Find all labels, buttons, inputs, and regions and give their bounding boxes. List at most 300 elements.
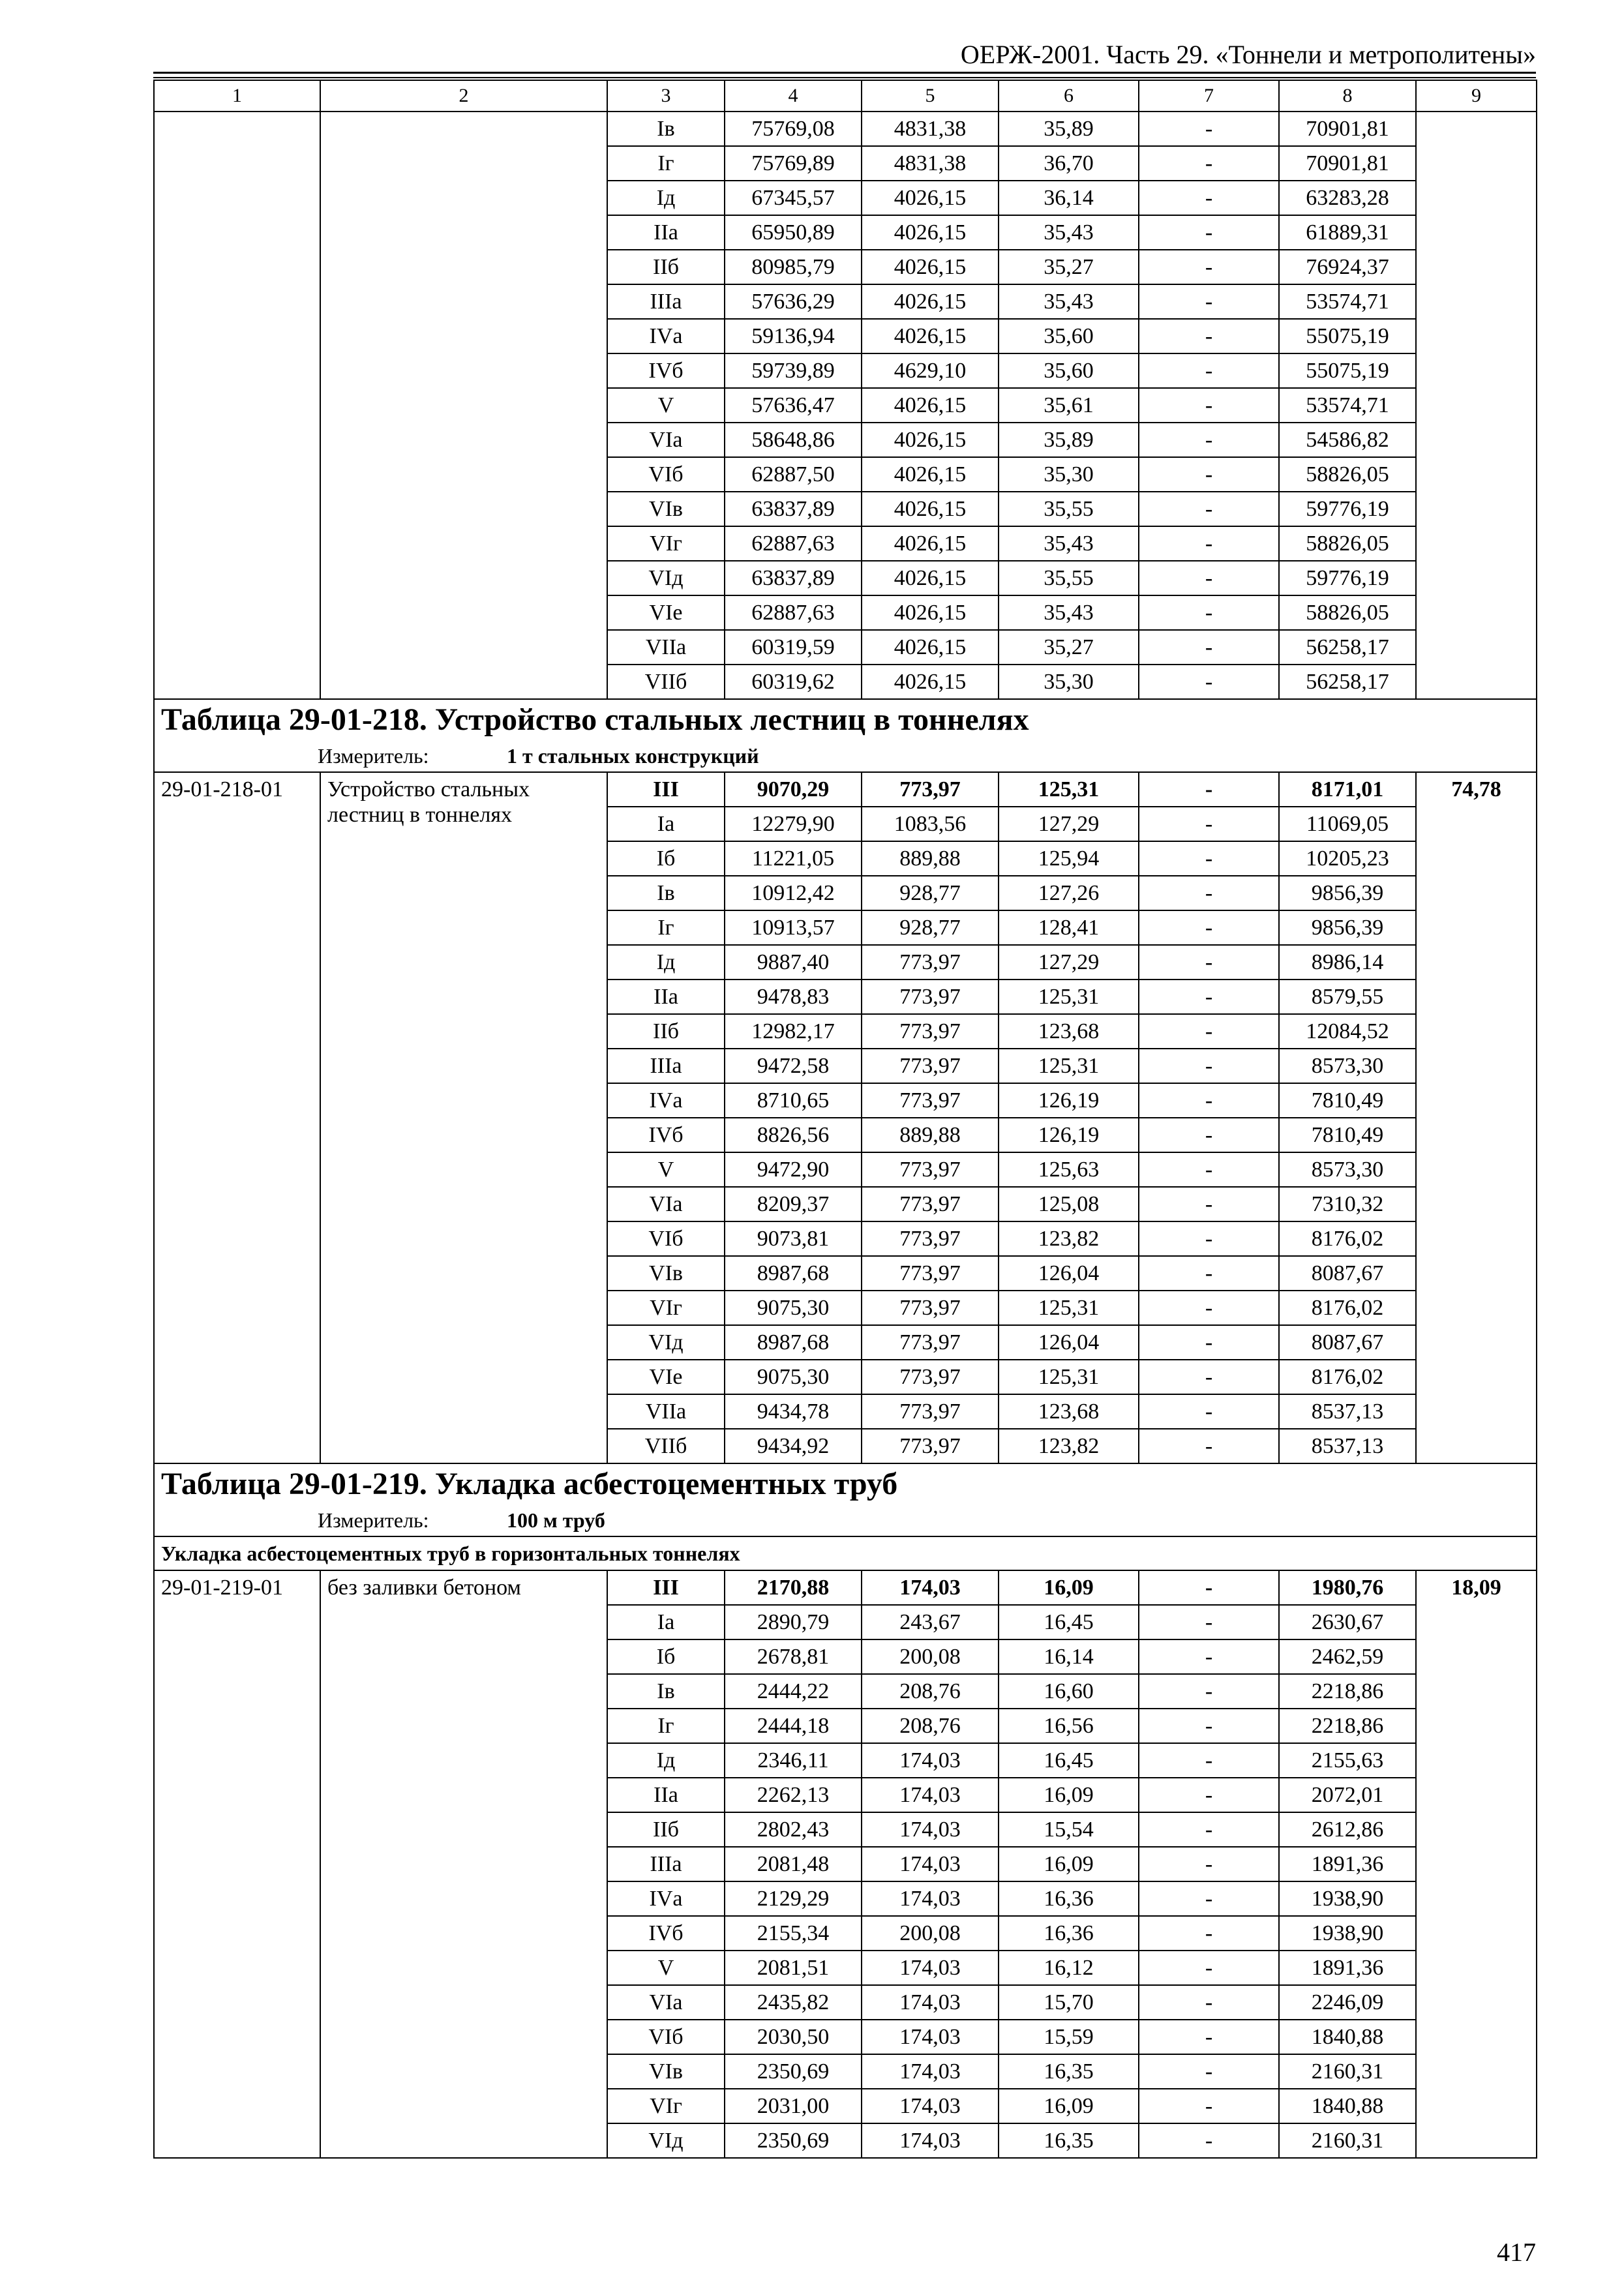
region-cell: VIг xyxy=(607,2089,725,2123)
total-cost-cell: 8987,68 xyxy=(725,1256,862,1291)
meter-value: 100 м труб xyxy=(507,1508,605,1532)
meter-value: 1 т стальных конструкций xyxy=(507,743,759,768)
drivers-wages-cell: - xyxy=(1139,250,1279,284)
wages-cell: 208,76 xyxy=(862,1709,999,1743)
region-cell: Iб xyxy=(607,1639,725,1674)
machines-cell: 127,29 xyxy=(999,945,1139,980)
total-cost-cell: 80985,79 xyxy=(725,250,862,284)
materials-cell: 7810,49 xyxy=(1279,1118,1416,1152)
column-number: 5 xyxy=(862,80,999,112)
running-header xyxy=(153,37,1536,76)
region-cell: Iг xyxy=(607,146,725,181)
machines-cell: 125,31 xyxy=(999,980,1139,1014)
header-rule xyxy=(153,77,1536,78)
materials-cell: 8986,14 xyxy=(1279,945,1416,980)
wages-cell: 4026,15 xyxy=(862,250,999,284)
machines-cell: 16,36 xyxy=(999,1881,1139,1916)
wages-cell: 773,97 xyxy=(862,1360,999,1394)
machines-cell: 35,30 xyxy=(999,665,1139,699)
drivers-wages-cell: - xyxy=(1139,1881,1279,1916)
wages-cell: 4026,15 xyxy=(862,181,999,215)
column-number: 7 xyxy=(1139,80,1279,112)
drivers-wages-cell: - xyxy=(1139,2123,1279,2158)
materials-cell: 58826,05 xyxy=(1279,526,1416,561)
region-cell: VIа xyxy=(607,1985,725,2020)
region-cell: VIб xyxy=(607,457,725,492)
header-rule xyxy=(153,72,1536,74)
materials-cell: 8087,67 xyxy=(1279,1325,1416,1360)
labor-cell xyxy=(1416,112,1537,699)
total-cost-cell: 58648,86 xyxy=(725,423,862,457)
rates-table xyxy=(153,80,1537,2159)
wages-cell: 773,97 xyxy=(862,1014,999,1049)
total-cost-cell: 9070,29 xyxy=(725,772,862,807)
wages-cell: 773,97 xyxy=(862,945,999,980)
region-cell: IIIа xyxy=(607,1049,725,1083)
wages-cell: 4026,15 xyxy=(862,388,999,423)
machines-cell: 35,43 xyxy=(999,526,1139,561)
machines-cell: 127,26 xyxy=(999,876,1139,910)
drivers-wages-cell: - xyxy=(1139,353,1279,388)
materials-cell: 12084,52 xyxy=(1279,1014,1416,1049)
region-cell: VIа xyxy=(607,1187,725,1221)
meter-row xyxy=(154,1504,1537,1536)
region-cell: VIд xyxy=(607,2123,725,2158)
total-cost-cell: 12279,90 xyxy=(725,807,862,841)
materials-cell: 58826,05 xyxy=(1279,457,1416,492)
machines-cell: 126,04 xyxy=(999,1325,1139,1360)
wages-cell: 928,77 xyxy=(862,910,999,945)
drivers-wages-cell: - xyxy=(1139,772,1279,807)
table-title-row xyxy=(154,699,1537,740)
total-cost-cell: 2155,34 xyxy=(725,1916,862,1951)
region-cell: Iд xyxy=(607,1743,725,1778)
region-cell: IIа xyxy=(607,1778,725,1812)
drivers-wages-cell: - xyxy=(1139,595,1279,630)
machines-cell: 16,36 xyxy=(999,1916,1139,1951)
materials-cell: 55075,19 xyxy=(1279,353,1416,388)
wages-cell: 4026,15 xyxy=(862,630,999,665)
table-row xyxy=(154,1570,1537,1605)
total-cost-cell: 2081,51 xyxy=(725,1951,862,1985)
machines-cell: 35,60 xyxy=(999,319,1139,353)
drivers-wages-cell: - xyxy=(1139,146,1279,181)
materials-cell: 58826,05 xyxy=(1279,595,1416,630)
machines-cell: 125,63 xyxy=(999,1152,1139,1187)
total-cost-cell: 2678,81 xyxy=(725,1639,862,1674)
wages-cell: 773,97 xyxy=(862,1429,999,1463)
machines-cell: 126,04 xyxy=(999,1256,1139,1291)
materials-cell: 7810,49 xyxy=(1279,1083,1416,1118)
drivers-wages-cell: - xyxy=(1139,945,1279,980)
wages-cell: 4026,15 xyxy=(862,665,999,699)
machines-cell: 35,43 xyxy=(999,284,1139,319)
materials-cell: 2155,63 xyxy=(1279,1743,1416,1778)
drivers-wages-cell: - xyxy=(1139,1049,1279,1083)
materials-cell: 8579,55 xyxy=(1279,980,1416,1014)
machines-cell: 16,14 xyxy=(999,1639,1139,1674)
materials-cell: 9856,39 xyxy=(1279,876,1416,910)
total-cost-cell: 75769,08 xyxy=(725,112,862,146)
total-cost-cell: 65950,89 xyxy=(725,215,862,250)
wages-cell: 773,97 xyxy=(862,980,999,1014)
name-cell xyxy=(320,112,607,699)
wages-cell: 1083,56 xyxy=(862,807,999,841)
total-cost-cell: 2802,43 xyxy=(725,1812,862,1847)
wages-cell: 243,67 xyxy=(862,1605,999,1639)
machines-cell: 123,82 xyxy=(999,1429,1139,1463)
wages-cell: 174,03 xyxy=(862,1778,999,1812)
wages-cell: 200,08 xyxy=(862,1916,999,1951)
region-cell: V xyxy=(607,388,725,423)
machines-cell: 16,45 xyxy=(999,1605,1139,1639)
meter-line xyxy=(154,740,1537,772)
materials-cell: 9856,39 xyxy=(1279,910,1416,945)
drivers-wages-cell: - xyxy=(1139,526,1279,561)
total-cost-cell: 67345,57 xyxy=(725,181,862,215)
machines-cell: 123,68 xyxy=(999,1394,1139,1429)
code-cell xyxy=(154,112,320,699)
total-cost-cell: 12982,17 xyxy=(725,1014,862,1049)
column-number-row xyxy=(154,80,1537,112)
drivers-wages-cell: - xyxy=(1139,1778,1279,1812)
materials-cell: 55075,19 xyxy=(1279,319,1416,353)
materials-cell: 2630,67 xyxy=(1279,1605,1416,1639)
wages-cell: 174,03 xyxy=(862,1812,999,1847)
materials-cell: 2072,01 xyxy=(1279,1778,1416,1812)
machines-cell: 16,09 xyxy=(999,1570,1139,1605)
drivers-wages-cell: - xyxy=(1139,1360,1279,1394)
materials-cell: 8176,02 xyxy=(1279,1221,1416,1256)
machines-cell: 16,56 xyxy=(999,1709,1139,1743)
drivers-wages-cell: - xyxy=(1139,1847,1279,1881)
machines-cell: 125,31 xyxy=(999,1291,1139,1325)
region-cell: IVа xyxy=(607,319,725,353)
total-cost-cell: 2350,69 xyxy=(725,2123,862,2158)
wages-cell: 928,77 xyxy=(862,876,999,910)
total-cost-cell: 2444,22 xyxy=(725,1674,862,1709)
drivers-wages-cell: - xyxy=(1139,492,1279,526)
machines-cell: 16,12 xyxy=(999,1951,1139,1985)
wages-cell: 4026,15 xyxy=(862,215,999,250)
drivers-wages-cell: - xyxy=(1139,1605,1279,1639)
region-cell: VIIб xyxy=(607,665,725,699)
drivers-wages-cell: - xyxy=(1139,1570,1279,1605)
total-cost-cell: 2890,79 xyxy=(725,1605,862,1639)
drivers-wages-cell: - xyxy=(1139,1256,1279,1291)
materials-cell: 56258,17 xyxy=(1279,665,1416,699)
wages-cell: 773,97 xyxy=(862,1152,999,1187)
region-cell: VIб xyxy=(607,2020,725,2054)
table-title: Таблица 29-01-218. Устройство стальных лестниц в тоннелях xyxy=(154,699,1537,740)
total-cost-cell: 2435,82 xyxy=(725,1985,862,2020)
labor-cell: 74,78 xyxy=(1416,772,1537,1463)
drivers-wages-cell: - xyxy=(1139,1429,1279,1463)
region-cell: V xyxy=(607,1951,725,1985)
region-cell: VIIа xyxy=(607,630,725,665)
labor-cell: 18,09 xyxy=(1416,1570,1537,2158)
total-cost-cell: 9472,58 xyxy=(725,1049,862,1083)
drivers-wages-cell: - xyxy=(1139,112,1279,146)
total-cost-cell: 2031,00 xyxy=(725,2089,862,2123)
machines-cell: 35,43 xyxy=(999,215,1139,250)
total-cost-cell: 59136,94 xyxy=(725,319,862,353)
materials-cell: 1938,90 xyxy=(1279,1916,1416,1951)
materials-cell: 1980,76 xyxy=(1279,1570,1416,1605)
total-cost-cell: 2081,48 xyxy=(725,1847,862,1881)
total-cost-cell: 11221,05 xyxy=(725,841,862,876)
machines-cell: 36,14 xyxy=(999,181,1139,215)
region-cell: VIв xyxy=(607,1256,725,1291)
machines-cell: 126,19 xyxy=(999,1118,1139,1152)
total-cost-cell: 9073,81 xyxy=(725,1221,862,1256)
wages-cell: 4026,15 xyxy=(862,319,999,353)
materials-cell: 1891,36 xyxy=(1279,1847,1416,1881)
drivers-wages-cell: - xyxy=(1139,980,1279,1014)
wages-cell: 174,03 xyxy=(862,2054,999,2089)
total-cost-cell: 8987,68 xyxy=(725,1325,862,1360)
materials-cell: 2160,31 xyxy=(1279,2054,1416,2089)
wages-cell: 174,03 xyxy=(862,1951,999,1985)
table-title-row xyxy=(154,1463,1537,1504)
wages-cell: 4831,38 xyxy=(862,112,999,146)
region-cell: VIб xyxy=(607,1221,725,1256)
machines-cell: 35,30 xyxy=(999,457,1139,492)
drivers-wages-cell: - xyxy=(1139,284,1279,319)
drivers-wages-cell: - xyxy=(1139,423,1279,457)
column-number: 3 xyxy=(607,80,725,112)
region-cell: V xyxy=(607,1152,725,1187)
region-cell: VIIа xyxy=(607,1394,725,1429)
drivers-wages-cell: - xyxy=(1139,841,1279,876)
materials-cell: 2160,31 xyxy=(1279,2123,1416,2158)
column-number: 9 xyxy=(1416,80,1537,112)
machines-cell: 15,54 xyxy=(999,1812,1139,1847)
machines-cell: 35,89 xyxy=(999,423,1139,457)
drivers-wages-cell: - xyxy=(1139,2054,1279,2089)
region-cell: Iг xyxy=(607,910,725,945)
region-cell: Iб xyxy=(607,841,725,876)
materials-cell: 1840,88 xyxy=(1279,2020,1416,2054)
machines-cell: 15,70 xyxy=(999,1985,1139,2020)
total-cost-cell: 9434,92 xyxy=(725,1429,862,1463)
total-cost-cell: 9887,40 xyxy=(725,945,862,980)
machines-cell: 125,31 xyxy=(999,772,1139,807)
wages-cell: 208,76 xyxy=(862,1674,999,1709)
materials-cell: 53574,71 xyxy=(1279,388,1416,423)
meter-line xyxy=(154,1504,1537,1536)
drivers-wages-cell: - xyxy=(1139,1985,1279,2020)
total-cost-cell: 9075,30 xyxy=(725,1291,862,1325)
drivers-wages-cell: - xyxy=(1139,1152,1279,1187)
wages-cell: 4629,10 xyxy=(862,353,999,388)
region-cell: IIб xyxy=(607,1014,725,1049)
total-cost-cell: 60319,59 xyxy=(725,630,862,665)
region-cell: VIе xyxy=(607,595,725,630)
total-cost-cell: 9472,90 xyxy=(725,1152,862,1187)
drivers-wages-cell: - xyxy=(1139,1187,1279,1221)
region-cell: Iв xyxy=(607,112,725,146)
code-cell: 29-01-218-01 xyxy=(154,772,320,1463)
wages-cell: 4026,15 xyxy=(862,457,999,492)
materials-cell: 1840,88 xyxy=(1279,2089,1416,2123)
drivers-wages-cell: - xyxy=(1139,630,1279,665)
machines-cell: 35,89 xyxy=(999,112,1139,146)
drivers-wages-cell: - xyxy=(1139,807,1279,841)
table-row xyxy=(154,112,1537,146)
materials-cell: 53574,71 xyxy=(1279,284,1416,319)
wages-cell: 174,03 xyxy=(862,1570,999,1605)
total-cost-cell: 2170,88 xyxy=(725,1570,862,1605)
drivers-wages-cell: - xyxy=(1139,2089,1279,2123)
region-cell: Iа xyxy=(607,807,725,841)
machines-cell: 35,43 xyxy=(999,595,1139,630)
materials-cell: 2462,59 xyxy=(1279,1639,1416,1674)
wages-cell: 174,03 xyxy=(862,1743,999,1778)
machines-cell: 126,19 xyxy=(999,1083,1139,1118)
wages-cell: 4026,15 xyxy=(862,526,999,561)
materials-cell: 8537,13 xyxy=(1279,1429,1416,1463)
machines-cell: 16,60 xyxy=(999,1674,1139,1709)
region-cell: Iв xyxy=(607,1674,725,1709)
wages-cell: 174,03 xyxy=(862,1847,999,1881)
region-cell: IIIа xyxy=(607,1847,725,1881)
machines-cell: 125,08 xyxy=(999,1187,1139,1221)
column-number: 1 xyxy=(154,80,320,112)
region-cell: Iв xyxy=(607,876,725,910)
drivers-wages-cell: - xyxy=(1139,910,1279,945)
machines-cell: 16,09 xyxy=(999,1847,1139,1881)
wages-cell: 174,03 xyxy=(862,2020,999,2054)
drivers-wages-cell: - xyxy=(1139,665,1279,699)
materials-cell: 1891,36 xyxy=(1279,1951,1416,1985)
wages-cell: 773,97 xyxy=(862,1394,999,1429)
machines-cell: 16,45 xyxy=(999,1743,1139,1778)
region-cell: IIа xyxy=(607,980,725,1014)
materials-cell: 8573,30 xyxy=(1279,1152,1416,1187)
total-cost-cell: 9075,30 xyxy=(725,1360,862,1394)
total-cost-cell: 59739,89 xyxy=(725,353,862,388)
materials-cell: 76924,37 xyxy=(1279,250,1416,284)
materials-cell: 70901,81 xyxy=(1279,146,1416,181)
region-cell: Iд xyxy=(607,181,725,215)
materials-cell: 54586,82 xyxy=(1279,423,1416,457)
region-cell: VIв xyxy=(607,2054,725,2089)
wages-cell: 4026,15 xyxy=(862,492,999,526)
total-cost-cell: 75769,89 xyxy=(725,146,862,181)
machines-cell: 35,55 xyxy=(999,492,1139,526)
region-cell: IIб xyxy=(607,1812,725,1847)
drivers-wages-cell: - xyxy=(1139,1083,1279,1118)
machines-cell: 36,70 xyxy=(999,146,1139,181)
total-cost-cell: 10912,42 xyxy=(725,876,862,910)
machines-cell: 35,27 xyxy=(999,250,1139,284)
region-cell: IVа xyxy=(607,1083,725,1118)
machines-cell: 123,68 xyxy=(999,1014,1139,1049)
materials-cell: 7310,32 xyxy=(1279,1187,1416,1221)
drivers-wages-cell: - xyxy=(1139,388,1279,423)
region-cell: IVа xyxy=(607,1881,725,1916)
machines-cell: 16,35 xyxy=(999,2054,1139,2089)
materials-cell: 56258,17 xyxy=(1279,630,1416,665)
machines-cell: 125,31 xyxy=(999,1360,1139,1394)
materials-cell: 8573,30 xyxy=(1279,1049,1416,1083)
table-row xyxy=(154,772,1537,807)
total-cost-cell: 2129,29 xyxy=(725,1881,862,1916)
wages-cell: 889,88 xyxy=(862,841,999,876)
rates-table-body xyxy=(154,80,1537,2158)
total-cost-cell: 10913,57 xyxy=(725,910,862,945)
materials-cell: 70901,81 xyxy=(1279,112,1416,146)
drivers-wages-cell: - xyxy=(1139,1639,1279,1674)
wages-cell: 174,03 xyxy=(862,1881,999,1916)
total-cost-cell: 62887,63 xyxy=(725,595,862,630)
total-cost-cell: 9434,78 xyxy=(725,1394,862,1429)
drivers-wages-cell: - xyxy=(1139,1325,1279,1360)
region-cell: IIа xyxy=(607,215,725,250)
column-number: 6 xyxy=(999,80,1139,112)
total-cost-cell: 63837,89 xyxy=(725,561,862,595)
total-cost-cell: 2030,50 xyxy=(725,2020,862,2054)
wages-cell: 773,97 xyxy=(862,1083,999,1118)
region-cell: VIд xyxy=(607,1325,725,1360)
wages-cell: 200,08 xyxy=(862,1639,999,1674)
total-cost-cell: 8826,56 xyxy=(725,1118,862,1152)
drivers-wages-cell: - xyxy=(1139,1951,1279,1985)
drivers-wages-cell: - xyxy=(1139,1014,1279,1049)
drivers-wages-cell: - xyxy=(1139,319,1279,353)
meter-row xyxy=(154,740,1537,772)
total-cost-cell: 57636,29 xyxy=(725,284,862,319)
drivers-wages-cell: - xyxy=(1139,561,1279,595)
drivers-wages-cell: - xyxy=(1139,181,1279,215)
wages-cell: 773,97 xyxy=(862,1325,999,1360)
code-cell: 29-01-219-01 xyxy=(154,1570,320,2158)
header-title: ОЕРЖ-2001. Часть 29. «Тоннели и метрополитены» xyxy=(960,40,1536,69)
materials-cell: 8171,01 xyxy=(1279,772,1416,807)
materials-cell: 11069,05 xyxy=(1279,807,1416,841)
machines-cell: 35,61 xyxy=(999,388,1139,423)
region-cell: VIе xyxy=(607,1360,725,1394)
total-cost-cell: 2346,11 xyxy=(725,1743,862,1778)
machines-cell: 125,31 xyxy=(999,1049,1139,1083)
region-cell: Iд xyxy=(607,945,725,980)
materials-cell: 2218,86 xyxy=(1279,1709,1416,1743)
drivers-wages-cell: - xyxy=(1139,1118,1279,1152)
region-cell: III xyxy=(607,772,725,807)
wages-cell: 773,97 xyxy=(862,1049,999,1083)
materials-cell: 1938,90 xyxy=(1279,1881,1416,1916)
region-cell: VIг xyxy=(607,526,725,561)
machines-cell: 123,82 xyxy=(999,1221,1139,1256)
materials-cell: 8087,67 xyxy=(1279,1256,1416,1291)
wages-cell: 773,97 xyxy=(862,1187,999,1221)
machines-cell: 16,35 xyxy=(999,2123,1139,2158)
total-cost-cell: 2262,13 xyxy=(725,1778,862,1812)
materials-cell: 61889,31 xyxy=(1279,215,1416,250)
wages-cell: 4831,38 xyxy=(862,146,999,181)
column-number: 4 xyxy=(725,80,862,112)
region-cell: Iа xyxy=(607,1605,725,1639)
machines-cell: 35,55 xyxy=(999,561,1139,595)
region-cell: IIIа xyxy=(607,284,725,319)
meter-label: Измеритель: xyxy=(318,743,429,768)
materials-cell: 2218,86 xyxy=(1279,1674,1416,1709)
total-cost-cell: 9478,83 xyxy=(725,980,862,1014)
region-cell: III xyxy=(607,1570,725,1605)
machines-cell: 16,09 xyxy=(999,1778,1139,1812)
materials-cell: 2246,09 xyxy=(1279,1985,1416,2020)
